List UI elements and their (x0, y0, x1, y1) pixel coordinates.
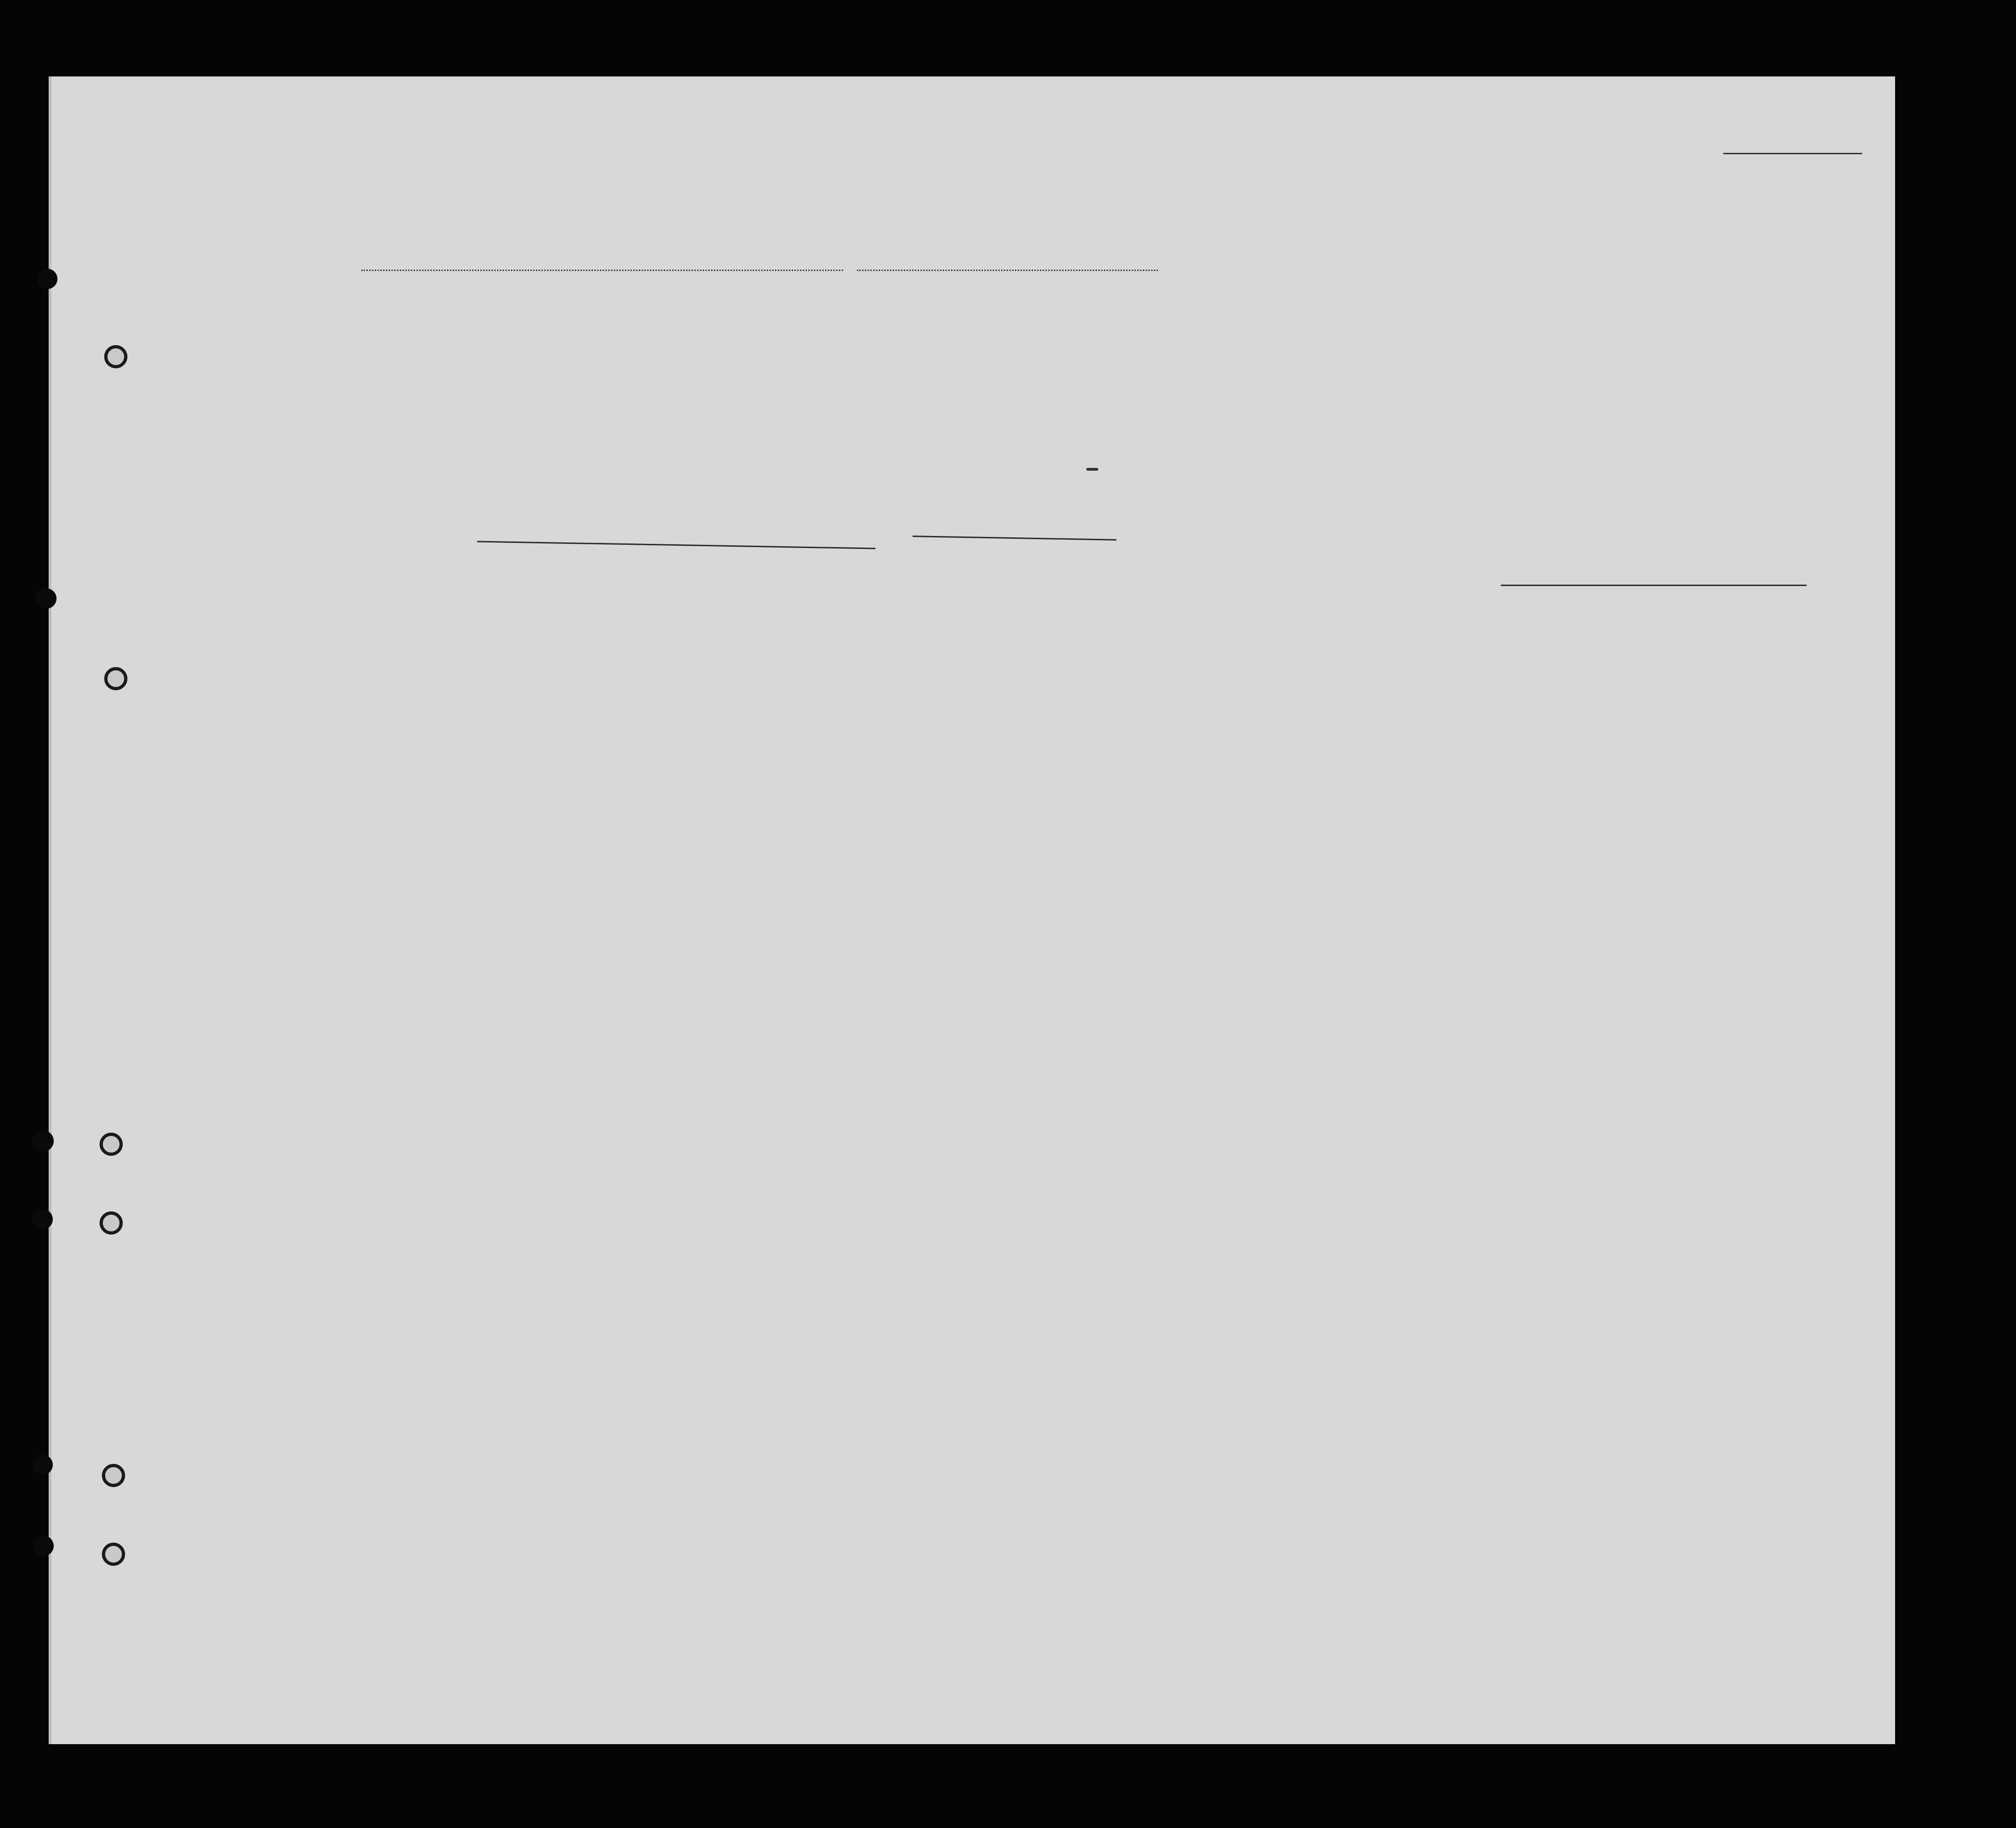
handwritten-citizen-mark (1086, 468, 1098, 471)
strike-line (1501, 585, 1807, 586)
